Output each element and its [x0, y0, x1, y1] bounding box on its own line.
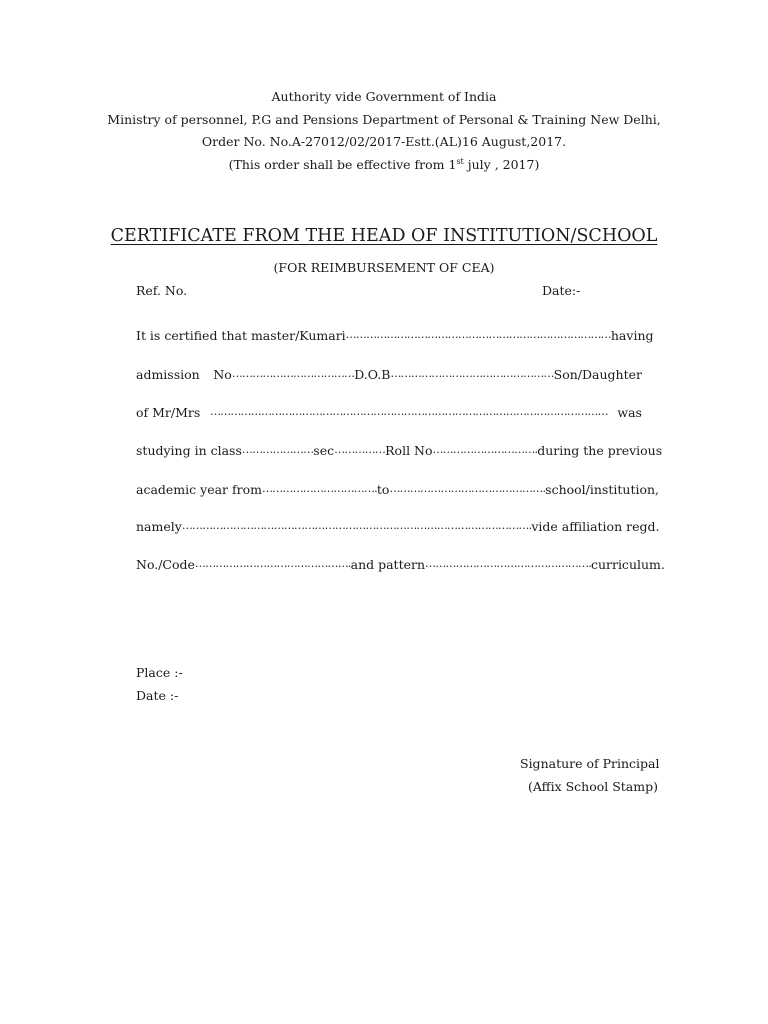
certificate-title: CERTIFICATE FROM THE HEAD OF INSTITUTION/SCHOOL: [110, 226, 658, 246]
pattern-text: and pattern: [350, 557, 426, 572]
body-line-student-name: [136, 328, 654, 343]
certificate-subtitle: (FOR REIMBURSEMENT OF CEA): [273, 260, 495, 275]
ministry-line: Ministry of personnel, P.G and Pensions Department of Personal & Training New Delhi,: [107, 111, 661, 127]
school-name-blank: ………………………………………………………………………………………….: [181, 519, 532, 532]
place-label: Place :-: [136, 665, 183, 680]
roll-no-text: Roll No: [385, 443, 433, 458]
was-text: was: [617, 405, 642, 420]
signature-label: Signature of Principal: [520, 756, 660, 771]
having-text: having: [610, 328, 654, 343]
son-daughter-text: Son/Daughter: [553, 367, 642, 382]
namely-text: namely: [136, 519, 182, 534]
year-to-blank: ……………………………………….: [389, 482, 546, 495]
no-text: No: [213, 367, 232, 382]
admission-no-blank: ………………………………: [231, 367, 355, 380]
parent-text: of Mr/Mrs: [136, 405, 201, 420]
dob-text: D.O.B: [354, 367, 391, 382]
certified-text: It is certified that master/Kumari: [136, 328, 346, 343]
pattern-blank: ………………………………………….: [425, 557, 591, 570]
studying-class-text: studying in class: [136, 443, 242, 458]
curriculum-text: curriculum.: [590, 557, 665, 572]
dob-blank: …………………………………………: [390, 367, 554, 380]
year-from-blank: …………………………….: [261, 482, 377, 495]
body-line-code: [136, 557, 665, 572]
authority-header: [0, 86, 768, 176]
school-institution-text: school/institution,: [545, 482, 660, 497]
stamp-label: (Affix School Stamp): [528, 779, 658, 794]
body-line-parent: [136, 405, 642, 420]
admission-text: admission: [136, 367, 200, 382]
authority-line: Authority vide Government of India: [271, 89, 497, 104]
section-blank: ……………: [334, 443, 386, 456]
parent-name-blank: ………………………………………………………………………………………………………: [209, 405, 608, 418]
body-line-admission: [136, 367, 642, 382]
sec-text: sec: [313, 443, 335, 458]
code-blank: ……………………………………….: [194, 557, 351, 570]
student-name-blank: ……………………………………………………………………: [345, 328, 611, 341]
roll-no-blank: ………………………….: [432, 443, 538, 456]
body-line-academic-year: [136, 482, 660, 497]
to-text: to: [376, 482, 390, 497]
effective-date-line: [0, 154, 768, 177]
previous-text: during the previous: [537, 443, 663, 458]
effective-date-prefix: (This order shall be effective from 1: [228, 156, 457, 172]
ordinal-suffix: st: [456, 156, 464, 166]
academic-year-text: academic year from: [136, 482, 262, 497]
effective-date-suffix: july , 2017): [463, 156, 540, 172]
no-code-text: No./Code: [136, 557, 195, 572]
date-label-bottom: Date :-: [136, 688, 179, 703]
date-label-top: Date:-: [542, 283, 581, 298]
class-blank: …………………: [241, 443, 314, 456]
ref-no-label: Ref. No.: [136, 283, 188, 298]
body-line-namely: [136, 519, 660, 534]
body-line-class: [136, 443, 663, 458]
affiliation-text: vide affiliation regd.: [531, 519, 660, 534]
order-number-line: Order No. No.A-27012/02/2017-Estt.(AL)16 August,2017.: [201, 134, 567, 149]
